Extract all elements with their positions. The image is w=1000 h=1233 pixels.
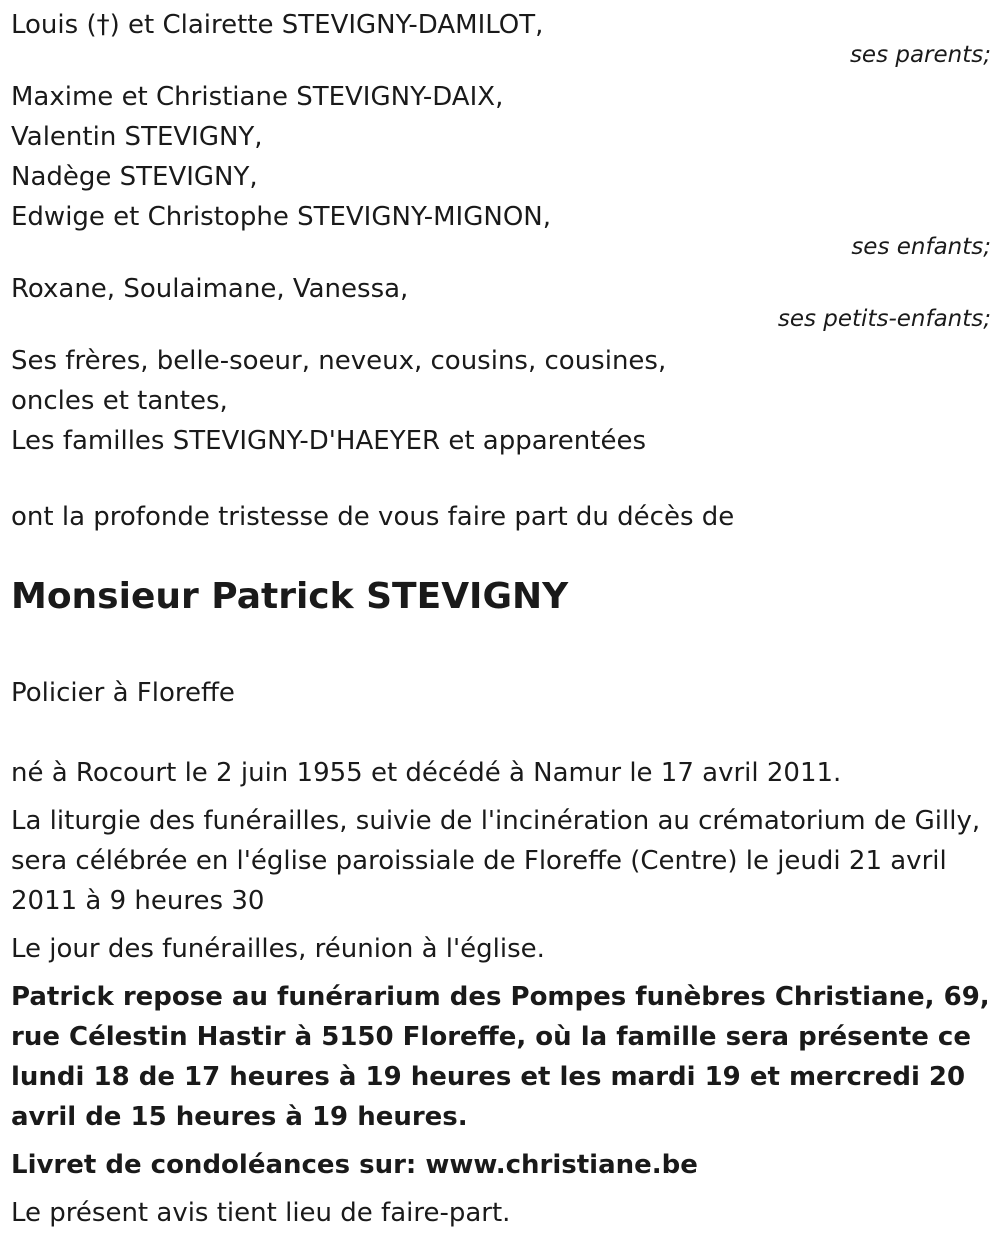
child-line: Nadège STEVIGNY,: [11, 162, 258, 192]
birth-death-dates: né à Rocourt le 2 juin 1955 et décédé à Namur le 17 avril 2011.: [11, 758, 842, 788]
child-line: Edwige et Christophe STEVIGNY-MIGNON,: [11, 202, 551, 232]
liturgy-paragraph: La liturgie des funérailles, suivie de l'incinération au crématorium de Gilly, sera célébrée en l'église paroissiale de Floreffe (Centre) le jeudi 21 avril 2011 à 9 heures 30: [11, 806, 981, 916]
funerarium-paragraph: Patrick repose au funérarium des Pompes funèbres Christiane, 69, rue Célestin Hastir à 5150 Floreffe, où la famille sera présente ce lundi 18 de 17 heures à 19 heures et les mardi 19 et mercredi 20 avril de 15 heures à 19 heures.: [11, 982, 990, 1132]
relatives-line: Les familles STEVIGNY-D'HAEYER et apparentées: [11, 426, 646, 456]
children-group: [11, 77, 993, 263]
deceased-name: Monsieur Patrick STEVIGNY: [11, 576, 569, 617]
children-role: ses enfants;: [851, 234, 991, 260]
meeting-paragraph: Le jour des funérailles, réunion à l'église.: [11, 934, 545, 964]
announcement-intro: ont la profonde tristesse de vous faire part du décès de: [11, 502, 735, 532]
profession: Policier à Floreffe: [11, 678, 235, 708]
relatives-line: oncles et tantes,: [11, 386, 228, 416]
parents-group: [11, 5, 993, 71]
others-group: [11, 341, 993, 461]
child-line: Maxime et Christiane STEVIGNY-DAIX,: [11, 82, 504, 112]
parents-role: ses parents;: [849, 42, 991, 68]
grandchildren-role: ses petits-enfants;: [777, 306, 991, 332]
parents-prefix: Louis (: [11, 10, 97, 40]
grandchild-line: Roxane, Soulaimane, Vanessa,: [11, 274, 409, 304]
obituary-notice: [11, 5, 993, 1233]
condolences-link[interactable]: Livret de condoléances sur: www.christiane.be: [11, 1150, 698, 1180]
grandchildren-group: [11, 269, 993, 335]
notice-paragraph: Le présent avis tient lieu de faire-part.: [11, 1198, 511, 1228]
cross-icon: †: [96, 10, 110, 40]
child-line: Valentin STEVIGNY,: [11, 122, 263, 152]
relatives-line: Ses frères, belle-soeur, neveux, cousins, cousines,: [11, 346, 667, 376]
parents-suffix: ) et Clairette STEVIGNY-DAMILOT,: [109, 10, 544, 40]
